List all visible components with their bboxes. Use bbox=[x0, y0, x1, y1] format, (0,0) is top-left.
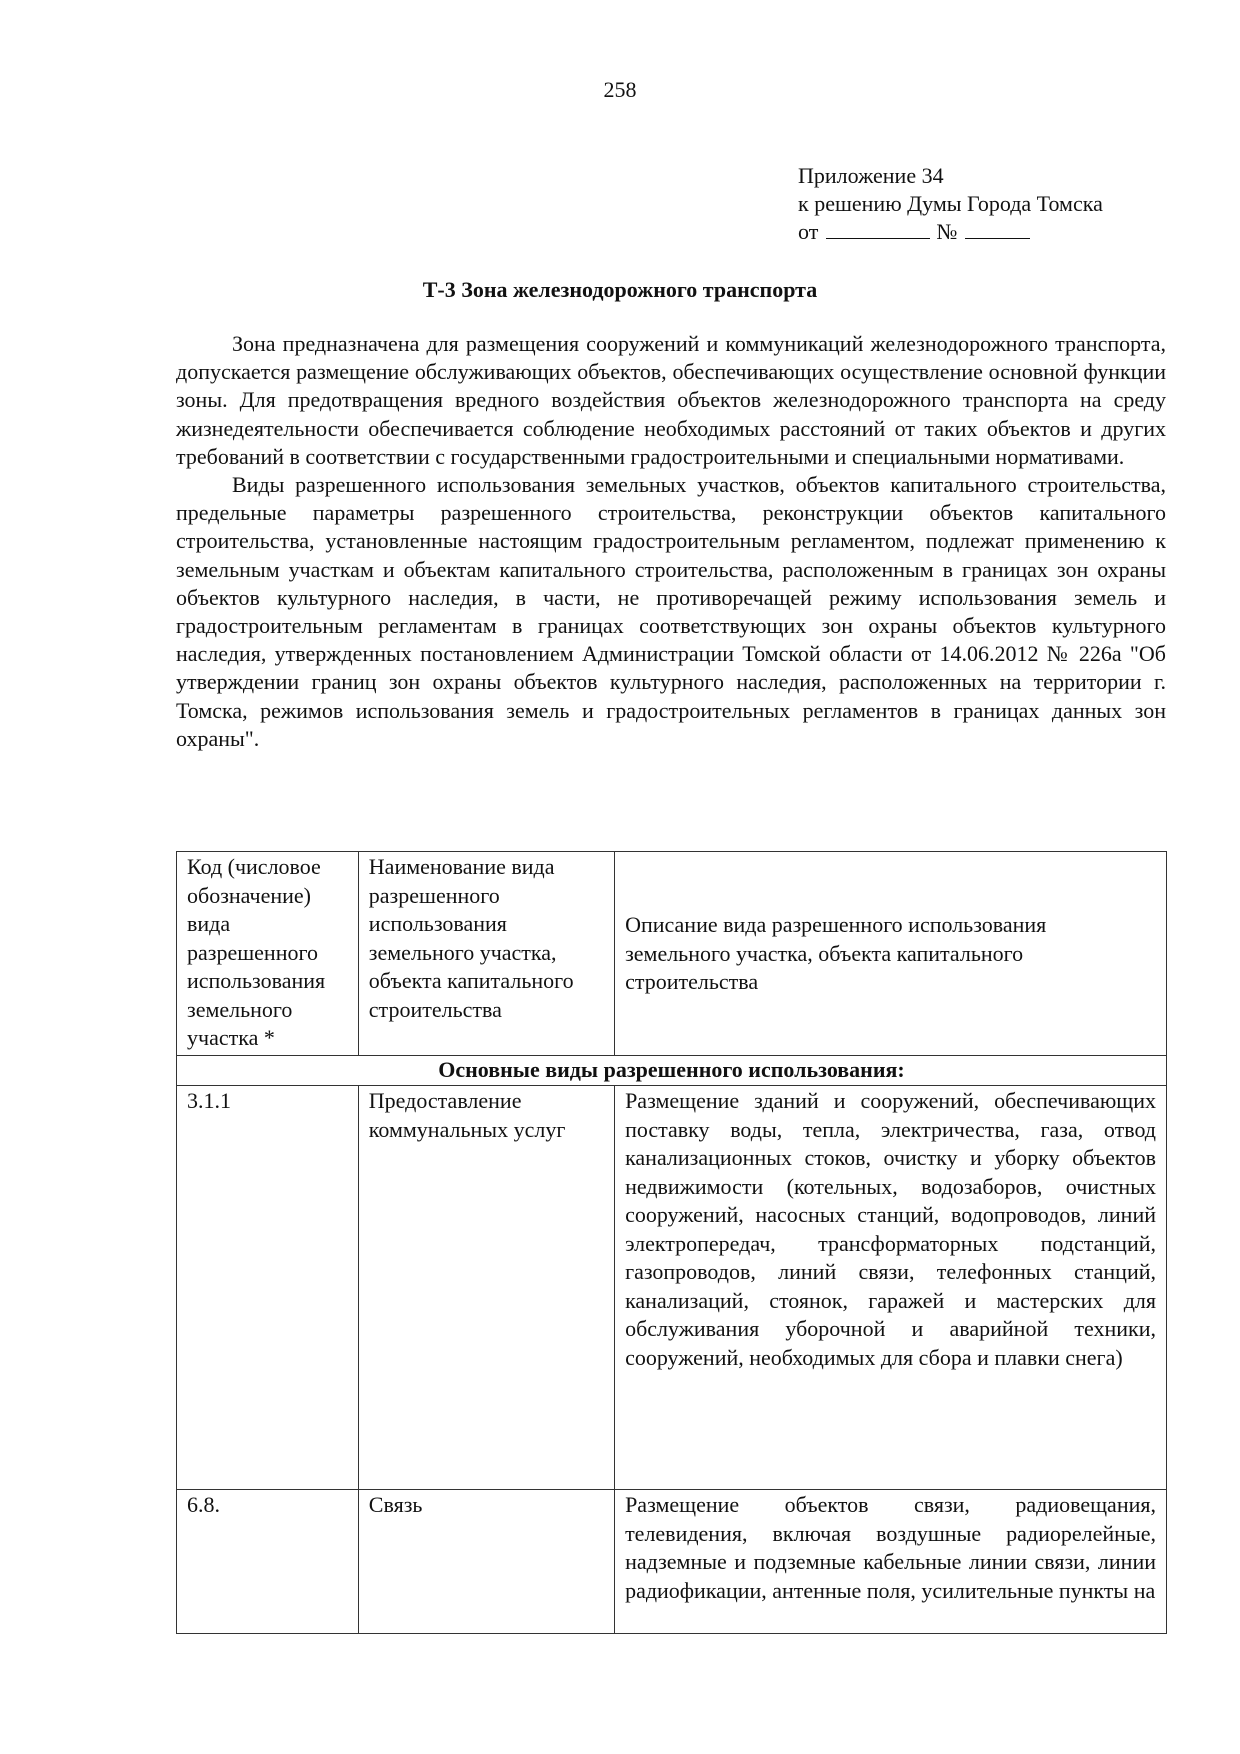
section-title: Основные виды разрешенного использования: bbox=[177, 1056, 1167, 1086]
cell-name: Предоставление коммунальных услуг bbox=[358, 1086, 614, 1490]
table-row bbox=[177, 1490, 1167, 1634]
appendix-decision: к решению Думы Города Томска bbox=[798, 191, 1103, 216]
number-sign: № bbox=[936, 219, 958, 244]
cell-code: 6.8. bbox=[177, 1490, 359, 1634]
appendix-block bbox=[798, 162, 1103, 246]
paragraph-zone-purpose: Зона предназначена для размещения сооружений и коммуникаций железнодорожного транспорта, допускается размещение обслуживающих объектов, обеспечивающих осуществление основной функции зоны. Для предотвращения вредного воздействия объектов железнодорожного транспорта на среду жизнедеятельности обеспечивается соблюдение необходимых расстояний от таких объектов и других требований в соответствии с государственными градостроительными и специальными нормативами. bbox=[176, 331, 1166, 469]
cell-description: Размещение объектов связи, радиовещания, телевидения, включая воздушные радиорелейные, надземные и подземные кабельные линии связи, линии радиофикации, антенные поля, усилительные пункты на bbox=[615, 1490, 1167, 1634]
body-text bbox=[176, 330, 1166, 753]
cell-description: Размещение зданий и сооружений, обеспечивающих поставку воды, тепла, электричества, газа, отвод канализационных стоков, очистку и уборку объектов недвижимости (котельных, водозаборов, очистных сооружений, насосных станций, водопроводов, линий электропередач, трансформаторных подстанций, газопроводов, линий связи, телефонных станций, канализаций, стоянок, гаражей и мастерских для обслуживания уборочной и аварийной техники, сооружений, необходимых для сбора и плавки снега) bbox=[615, 1086, 1167, 1490]
date-prefix: от bbox=[798, 219, 819, 244]
zone-title: Т-3 Зона железнодорожного транспорта bbox=[422, 277, 818, 302]
paragraph-usage-types: Виды разрешенного использования земельных участков, объектов капитального строительства, предельные параметры разрешенного строительства, реконструкции объектов капитального строительства, установленные настоящим градостроительным регламентом, подлежат применению к земельным участкам и объектам капитального строительства, расположенным в границах зон охраны объектов культурного наследия, в части, не противоречащей режиму использования земель и градостроительным регламентам в границах соответствующих зон охраны объектов культурного наследия, утвержденных постановлением Администрации Томской области от 14.06.2012 № 226а "Об утверждении границ зон охраны объектов культурного наследия, расположенных на территории г. Томска, режимов использования земель и градостроительных регламентов в границах данных зон охраны". bbox=[176, 472, 1166, 751]
appendix-date-line bbox=[798, 218, 1103, 246]
cell-name: Связь bbox=[358, 1490, 614, 1634]
permitted-use-table bbox=[176, 851, 1167, 1634]
date-blank bbox=[826, 218, 930, 239]
number-blank bbox=[965, 218, 1030, 239]
page-number: 258 bbox=[603, 77, 637, 102]
appendix-number: Приложение 34 bbox=[798, 163, 944, 188]
cell-code: 3.1.1 bbox=[177, 1086, 359, 1490]
table-header-row bbox=[177, 852, 1167, 1056]
header-name: Наименование вида разрешенного использования земельного участка, объекта капитального строительства bbox=[358, 852, 614, 1056]
header-description: Описание вида разрешенного использования земельного участка, объекта капитального строительства bbox=[615, 852, 1167, 1056]
section-row bbox=[177, 1056, 1167, 1086]
header-code: Код (числовое обозначение) вида разрешенного использования земельного участка * bbox=[177, 852, 359, 1056]
table-row bbox=[177, 1086, 1167, 1490]
